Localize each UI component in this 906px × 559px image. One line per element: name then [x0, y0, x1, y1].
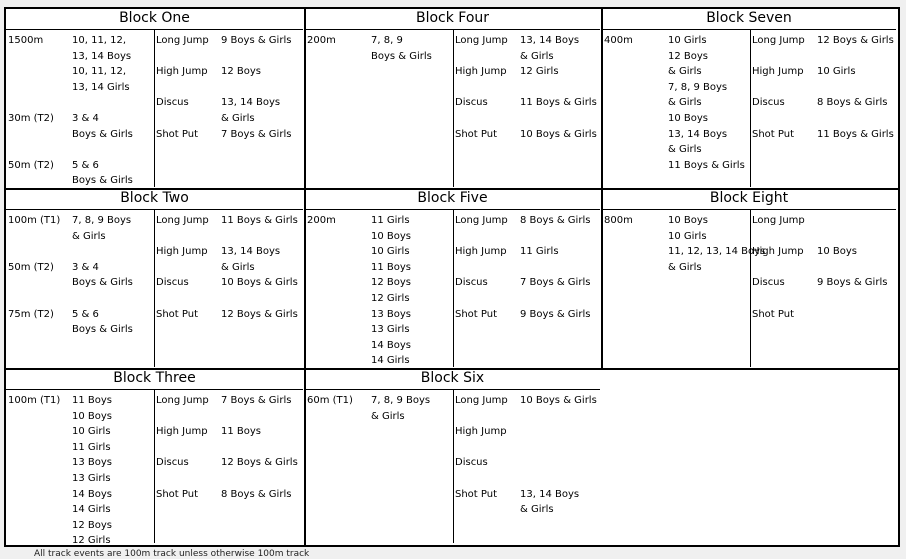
block: [602, 189, 896, 367]
field-event-group: 13, 14 Boys: [221, 97, 281, 109]
track-event-group: 11 Boys & Girls: [668, 159, 745, 171]
field-event-group: 11 Boys & Girls: [520, 97, 597, 109]
block-title: Block Five: [417, 190, 488, 206]
track-event-group: & Girls: [668, 144, 702, 156]
field-event-group: 12 Boys & Girls: [817, 35, 894, 46]
track-event-group: 12 Girls: [371, 293, 410, 304]
track-event-group: & Girls: [668, 97, 702, 109]
field-event-group: 13, 14 Boys: [520, 488, 580, 500]
field-event-name: Long Jump: [156, 35, 209, 46]
track-event-group: 10 Girls: [72, 426, 111, 438]
block: [602, 9, 896, 187]
track-event-name: 75m (T2): [8, 308, 54, 320]
field-event-name: Long Jump: [752, 215, 805, 226]
track-event-name: 200m: [307, 35, 336, 46]
track-event-group: 13 Boys: [72, 457, 113, 469]
track-event-group: 7, 8, 9: [371, 35, 403, 46]
block-title: Block One: [119, 10, 190, 26]
track-event-group: 11 Boys: [371, 261, 412, 273]
field-event-name: High Jump: [752, 66, 804, 78]
field-event-name: Discus: [156, 457, 189, 469]
track-event-group: 7, 8, 9 Boys: [668, 81, 728, 93]
field-event-group: & Girls: [221, 261, 255, 273]
track-event-group: Boys & Girls: [371, 50, 432, 62]
schedule-sheet: [4, 7, 900, 547]
track-event-group: 12 Boys: [371, 277, 412, 289]
field-event-name: Shot Put: [156, 308, 199, 320]
field-event-name: Discus: [455, 457, 488, 469]
field-event-name: High Jump: [156, 246, 208, 258]
field-event-group: 8 Boys & Girls: [817, 97, 888, 109]
field-event-group: 13, 14 Boys: [520, 35, 580, 46]
track-event-name: 100m (T1): [8, 395, 61, 406]
block-title: Block Two: [120, 190, 189, 206]
field-event-name: Long Jump: [156, 215, 209, 226]
field-event-group: 7 Boys & Girls: [520, 277, 591, 289]
field-event-name: High Jump: [156, 66, 208, 78]
field-event-group: 13, 14 Boys: [221, 246, 281, 258]
field-event-name: Discus: [156, 277, 189, 289]
field-event-name: Long Jump: [455, 35, 508, 46]
field-event-group: 7 Boys & Girls: [221, 395, 292, 406]
field-event-group: 9 Boys & Girls: [520, 308, 591, 320]
track-event-name: 30m (T2): [8, 113, 54, 124]
field-event-group: 12 Boys: [221, 66, 262, 78]
block: [305, 9, 600, 187]
field-event-group: 7 Boys & Girls: [221, 128, 292, 140]
field-event-group: 11 Boys & Girls: [221, 215, 298, 226]
track-field-divider: [154, 390, 155, 543]
track-event-group: 11 Boys: [72, 395, 113, 406]
track-event-group: 14 Girls: [371, 355, 410, 367]
block-title-divider: [602, 29, 896, 30]
field-event-group: 10 Boys: [817, 246, 858, 258]
track-event-group: 10, 11, 12,: [72, 66, 127, 78]
field-event-name: High Jump: [455, 66, 507, 78]
block: [6, 369, 303, 547]
field-event-group: 12 Boys & Girls: [221, 308, 298, 320]
track-event-group: Boys & Girls: [72, 324, 133, 336]
track-event-group: 10 Boys: [668, 113, 709, 124]
field-event-group: 10 Girls: [817, 66, 856, 78]
track-event-group: 10 Girls: [668, 230, 707, 242]
track-event-name: 100m (T1): [8, 215, 61, 226]
field-event-group: 11 Girls: [520, 246, 559, 258]
track-event-group: 3 & 4: [72, 113, 99, 124]
field-event-group: 10 Boys & Girls: [520, 128, 597, 140]
track-event-group: & Girls: [371, 410, 405, 422]
block: [305, 189, 600, 367]
track-field-divider: [453, 210, 454, 367]
track-event-group: 7, 8, 9 Boys: [72, 215, 132, 226]
field-event-name: High Jump: [156, 426, 208, 438]
field-event-group: & Girls: [520, 504, 554, 516]
track-field-divider: [154, 210, 155, 367]
track-event-group: 10 Boys: [72, 410, 113, 422]
block-title: Block Seven: [706, 10, 792, 26]
field-event-name: High Jump: [752, 246, 804, 258]
block-title: Block Eight: [709, 190, 789, 206]
field-event-name: Shot Put: [752, 128, 795, 140]
track-event-group: Boys & Girls: [72, 277, 133, 289]
field-event-name: Shot Put: [455, 488, 498, 500]
track-event-group: 7, 8, 9 Boys: [371, 395, 431, 406]
track-event-name: 1500m: [8, 35, 44, 46]
field-event-name: Shot Put: [455, 308, 498, 320]
track-event-group: 13, 14 Boys: [668, 128, 728, 140]
track-field-divider: [154, 30, 155, 187]
track-event-group: 10, 11, 12,: [72, 35, 127, 46]
track-event-group: 10 Boys: [371, 230, 412, 242]
field-event-name: Shot Put: [156, 128, 199, 140]
track-event-name: 60m (T1): [307, 395, 353, 406]
track-event-group: 13 Girls: [371, 324, 410, 336]
field-event-group: 12 Boys & Girls: [221, 457, 298, 469]
track-field-divider: [750, 210, 751, 367]
track-field-divider: [453, 390, 454, 543]
block: [6, 189, 303, 367]
field-event-name: Long Jump: [455, 215, 508, 226]
field-event-name: Discus: [455, 277, 488, 289]
field-event-group: & Girls: [520, 50, 554, 62]
track-event-group: 14 Boys: [72, 488, 113, 500]
track-event-group: 13, 14 Girls: [72, 81, 130, 93]
field-event-name: Discus: [752, 277, 785, 289]
track-event-group: 11 Girls: [371, 215, 410, 226]
field-event-name: Shot Put: [752, 308, 795, 320]
track-event-name: 800m: [604, 215, 633, 226]
field-event-name: Long Jump: [752, 35, 805, 46]
track-event-group: 12 Boys: [72, 519, 113, 531]
field-event-group: 8 Boys & Girls: [520, 215, 591, 226]
track-event-group: 14 Girls: [72, 504, 111, 516]
field-event-group: 11 Boys & Girls: [817, 128, 894, 140]
field-event-name: Shot Put: [156, 488, 199, 500]
field-event-name: Long Jump: [156, 395, 209, 406]
track-event-name: 200m: [307, 215, 336, 226]
track-event-group: 12 Boys: [668, 50, 709, 62]
track-event-group: 10 Boys: [668, 215, 709, 226]
field-event-name: High Jump: [455, 426, 507, 438]
track-event-group: Boys & Girls: [72, 175, 133, 187]
block: [305, 369, 600, 543]
track-event-group: 3 & 4: [72, 261, 99, 273]
track-event-group: 13 Boys: [371, 308, 412, 320]
field-event-name: Long Jump: [455, 395, 508, 406]
block-title-divider: [602, 209, 896, 210]
track-event-group: 14 Boys: [371, 339, 412, 351]
track-event-group: & Girls: [668, 261, 702, 273]
track-event-group: 13 Girls: [72, 473, 111, 484]
block-title: Block Six: [420, 370, 485, 386]
field-event-group: 10 Boys & Girls: [221, 277, 298, 289]
track-field-divider: [750, 30, 751, 187]
track-event-group: 10 Girls: [668, 35, 707, 46]
track-event-name: 50m (T2): [8, 159, 54, 171]
block: [6, 9, 303, 187]
field-event-name: Shot Put: [455, 128, 498, 140]
field-event-name: Discus: [156, 97, 189, 109]
footnote: All track events are 100m track unless otherwise 100m track: [34, 549, 310, 559]
field-event-group: 10 Boys & Girls: [520, 395, 597, 406]
track-event-group: 11 Girls: [72, 441, 111, 453]
field-event-name: High Jump: [455, 246, 507, 258]
track-event-group: 13, 14 Boys: [72, 50, 132, 62]
field-event-group: 11 Boys: [221, 426, 262, 438]
field-event-group: 9 Boys & Girls: [221, 35, 292, 46]
track-event-group: & Girls: [72, 230, 106, 242]
block-title: Block Three: [113, 370, 196, 386]
field-event-name: Discus: [752, 97, 785, 109]
track-field-divider: [453, 30, 454, 187]
track-event-group: 5 & 6: [72, 159, 99, 171]
track-event-group: 11, 12, 13, 14 Boys: [668, 246, 766, 258]
field-event-group: & Girls: [221, 113, 255, 124]
field-event-group: 8 Boys & Girls: [221, 488, 292, 500]
track-event-group: 12 Girls: [72, 535, 111, 547]
track-event-group: Boys & Girls: [72, 128, 133, 140]
track-event-group: 5 & 6: [72, 308, 99, 320]
track-event-name: 50m (T2): [8, 261, 54, 273]
field-event-group: 12 Girls: [520, 66, 559, 78]
track-event-group: & Girls: [668, 66, 702, 78]
field-event-name: Discus: [455, 97, 488, 109]
block-title: Block Four: [415, 10, 490, 26]
field-event-group: 9 Boys & Girls: [817, 277, 888, 289]
track-event-name: 400m: [604, 35, 633, 46]
track-event-group: 10 Girls: [371, 246, 410, 258]
